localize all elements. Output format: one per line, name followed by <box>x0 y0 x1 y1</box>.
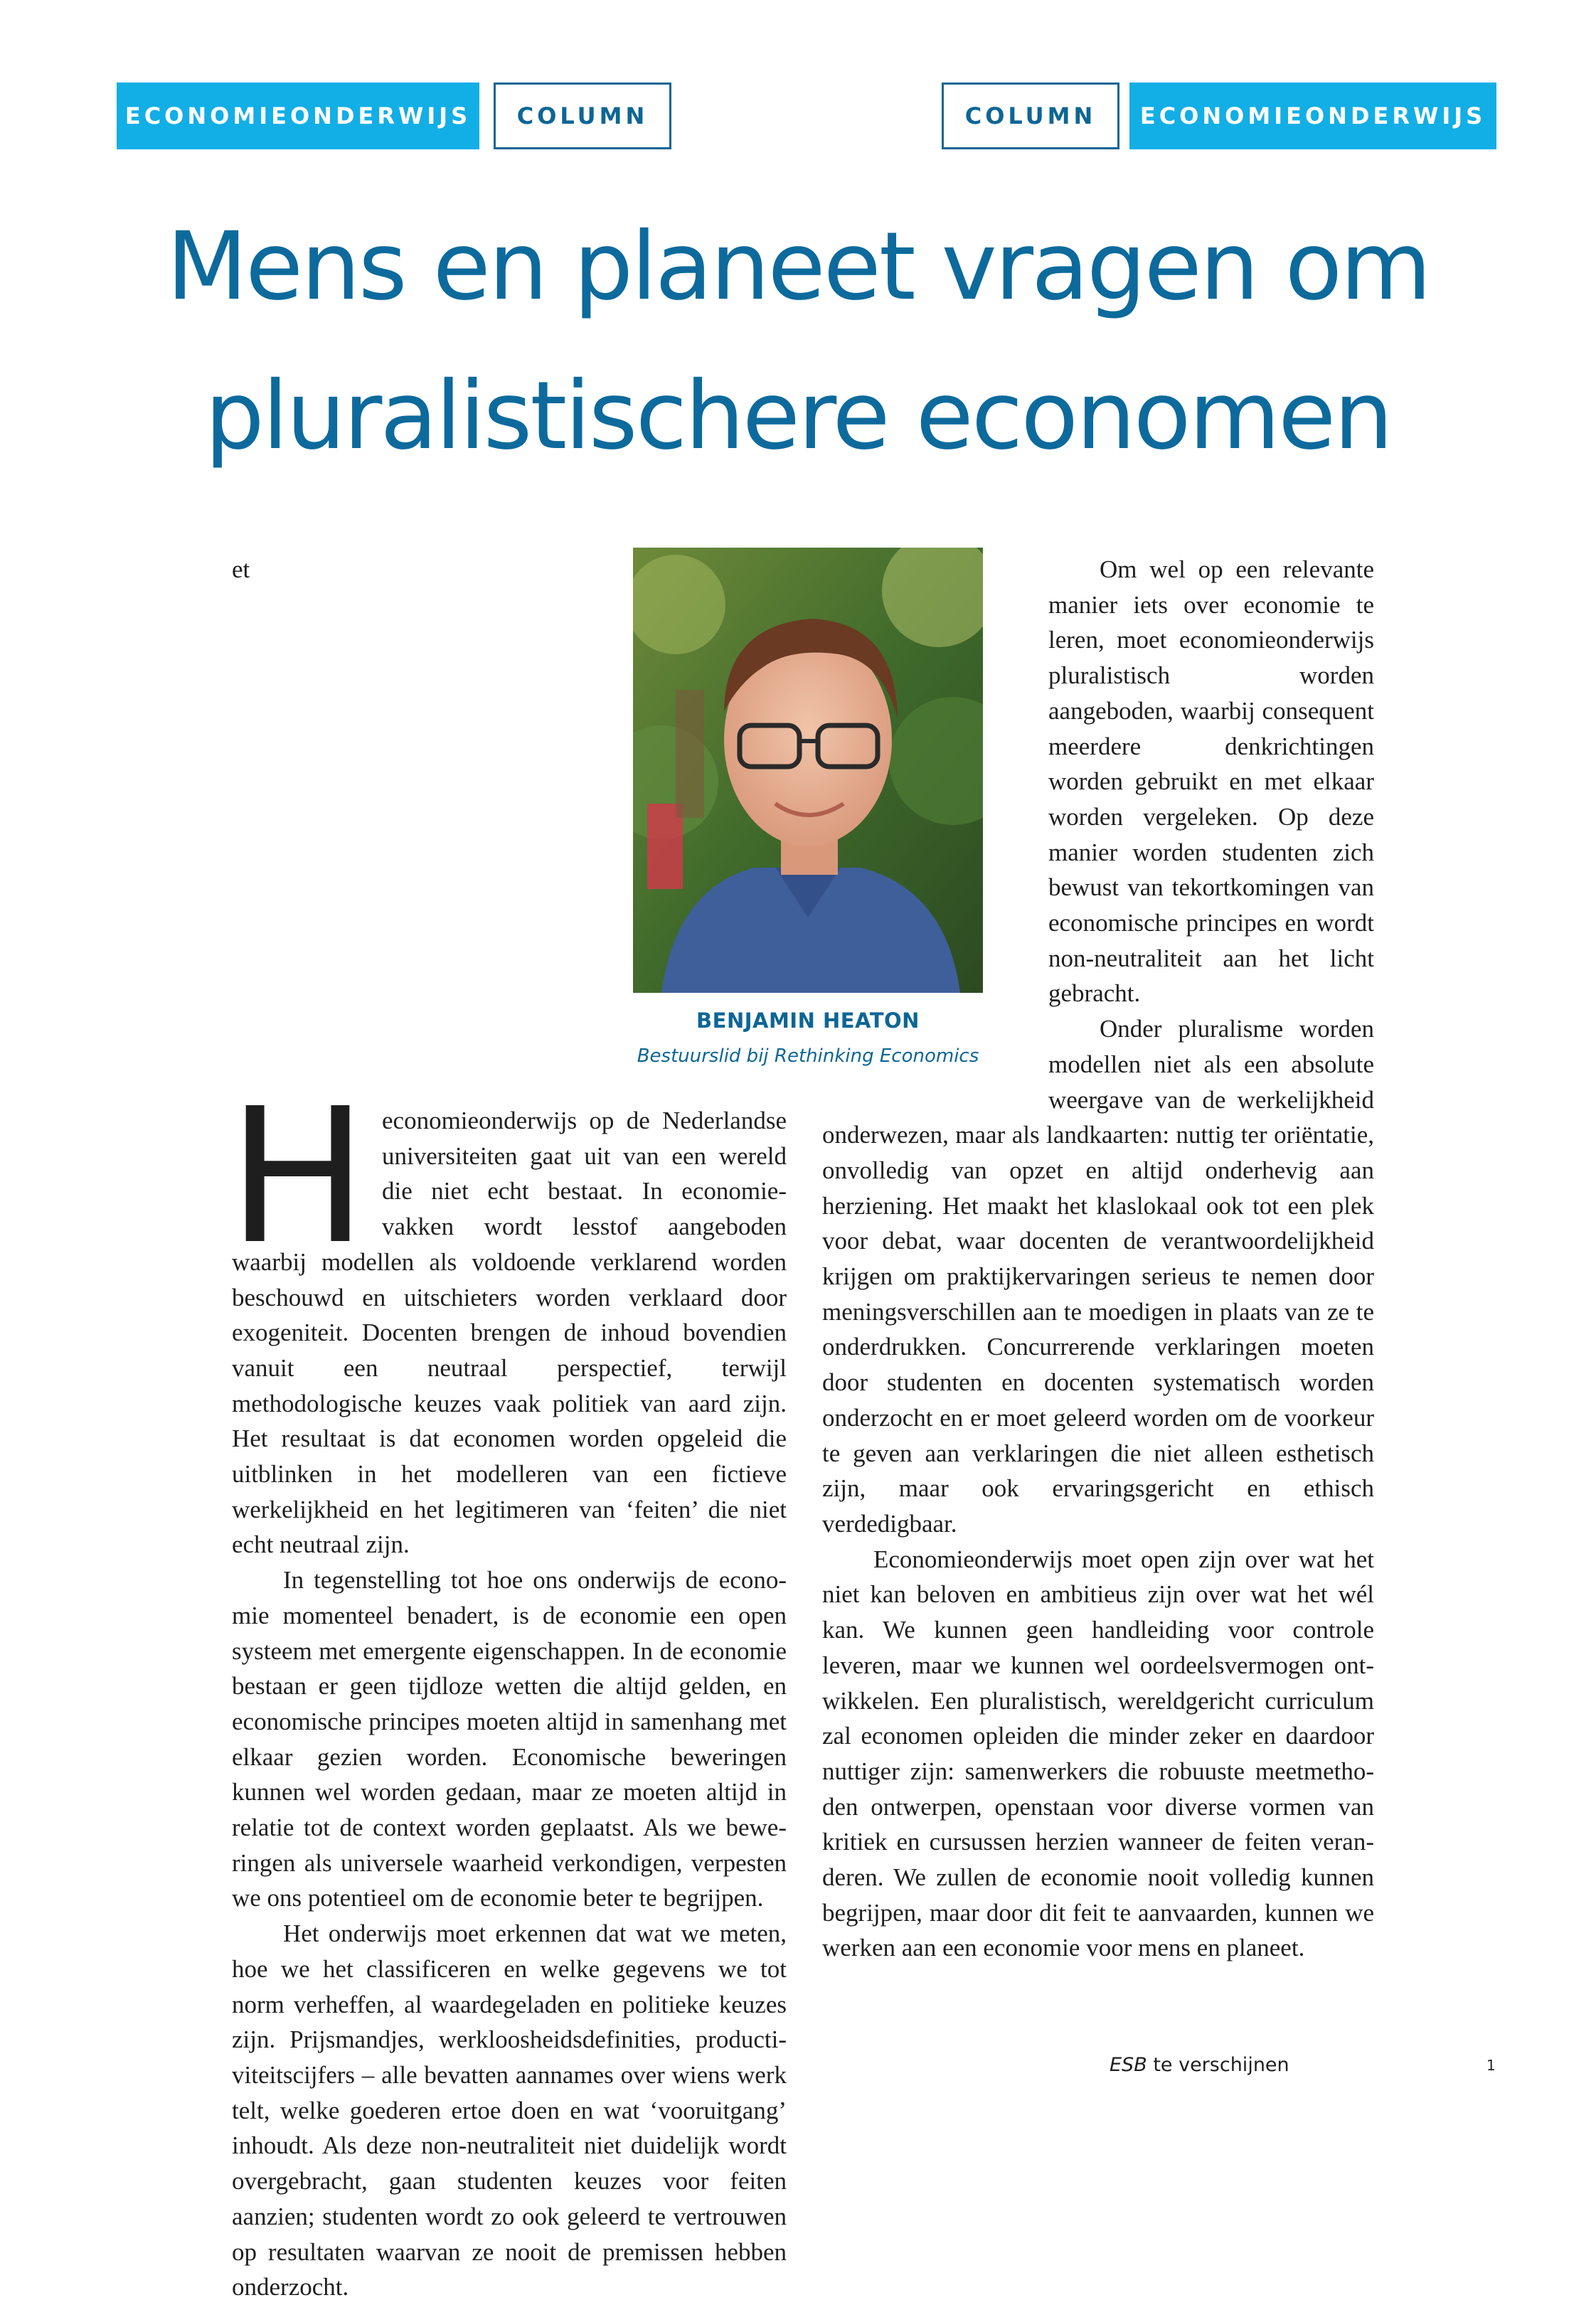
author-role: Bestuurslid bij Rethinking Economics <box>637 1045 979 1067</box>
paragraph-6: Economieonderwijs moet open zijn over wat het niet kan beloven en ambitieus zijn over wat het wél kan. We kunnen geen handleiding voor controle leveren, maar we kunnen wel oordeelsvermogen ontwikkelen. Een pluralistisch, wereldgericht curriculum zal economen opleiden die minder zeker en daardoor nuttiger zijn: samenwerkers die robuuste meetmethoden ontwerpen, openstaan voor diverse vormen van kritiek en cursussen herzien wanneer de feiten veranderen. We zullen de economie nooit volledig kunnen begrijpen, maar door dit feit te aanvaarden, kunnen we werken aan een economie voor mens en planeet. <box>822 1545 1374 1962</box>
paragraph-2: In tegenstelling tot hoe ons onderwijs de economie momenteel benadert, is de economie een open systeem met emergente eigenschappen. In de economie bestaan er geen tijdloze wetten die altijd gelden, en economische principes moeten altijd in samenhang met elkaar gezien worden. Economische beweringen kunnen wel worden gedaan, maar ze moeten altijd in relatie tot de context worden geplaatst. Als we beweringen als universele waarheid verkondigen, verpesten we ons potentieel om de economie beter te begrijpen. <box>232 1566 787 1912</box>
drop-cap: H <box>228 1068 368 1285</box>
section-tag-column-left: COLUMN <box>494 82 671 149</box>
footer-publication <box>1110 2054 1289 2076</box>
headline-line-1: Mens en planeet vragen om <box>166 212 1430 321</box>
footer-publication-status: te verschijnen <box>1147 2054 1289 2076</box>
paragraph-1: et economieonderwijs op de Nederlandse universiteiten gaat uit van een wereld die niet echt bestaat. In economievakken wordt lesstof aangeboden waarbij modellen als voldoende verklarend worden beschouwd en uitschieters worden verklaard door exogeniteit. Docenten brengen de inhoud bovendien vanuit een neutraal perspectief, terwijl methodologische keuzes vaak politiek van aard zijn. Het resultaat is dat economen worden opgeleid die uitblinken in het modelleren van een fictieve werkelijkheid en het legitimeren van ‘feiten’ die niet echt neutraal zijn. <box>232 555 787 1559</box>
footer-publication-name: ESB <box>1110 2054 1147 2076</box>
headline-line-2: pluralistischere economen <box>204 361 1391 471</box>
paragraph-5: Onder pluralisme worden modellen niet als een absolute weergave van de werkelijkheid onderwezen, maar als landkaarten: nuttig ter oriëntatie, onvolledig van opzet en altijd onderhevig aan herziening. Het maakt het klaslokaal ook tot een plek voor debat, waar docenten de verantwoordelijkheid krijgen om praktijkervaringen serieus te nemen door meningsverschillen aan te moedigen in plaats van ze te onderdrukken. Concurrerende verklaringen moeten door studenten en docenten systematisch worden onderzocht en er moet geleerd worden om de voorkeur te geven aan verklaringen die niet alleen esthetisch zijn, maar ook ervaringsgericht en ethisch verdedigbaar. <box>822 1015 1374 1538</box>
article-headline <box>0 192 1596 491</box>
paragraph-4: Om wel op een relevante manier iets over economie te leren, moet economieonderwijs pluralistisch worden aangeboden, waarbij consequent meerdere denkrichtingen worden gebruikt en met elkaar worden vergeleken. Op deze manier worden studenten zich bewust van tekortkomingen van economische principes en wordt non-neutraliteit aan het licht gebracht. <box>1048 555 1374 1008</box>
page-number: 1 <box>1486 2057 1496 2074</box>
section-tag-column-right: COLUMN <box>942 82 1119 149</box>
section-tag-economieonderwijs-right: ECONOMIEONDERWIJS <box>1129 82 1496 149</box>
section-tag-economieonderwijs-left: ECONOMIEONDERWIJS <box>117 82 479 149</box>
paragraph-3: Het onderwijs moet erkennen dat wat we meten, hoe we het classificeren en welke gegevens we tot norm verheffen, al waardegeladen en politieke keuzes zijn. Prijsmandjes, werkloosheidsdefinities, productiviteitscijfers – alle bevatten aannames over wiens werk telt, welke goederen ertoe doen en wat ‘vooruitgang’ inhoudt. Als deze non-neutraliteit niet duidelijk wordt overgebracht, gaan studenten keuzes voor feiten aanzien; studenten wordt zo ook geleerd te vertrouwen op resultaten waarvan ze nooit de premissen hebben onderzocht. <box>232 1920 787 2301</box>
author-photo <box>633 548 983 993</box>
author-photo-illustration <box>633 548 983 993</box>
author-name: BENJAMIN HEATON <box>696 1008 920 1033</box>
